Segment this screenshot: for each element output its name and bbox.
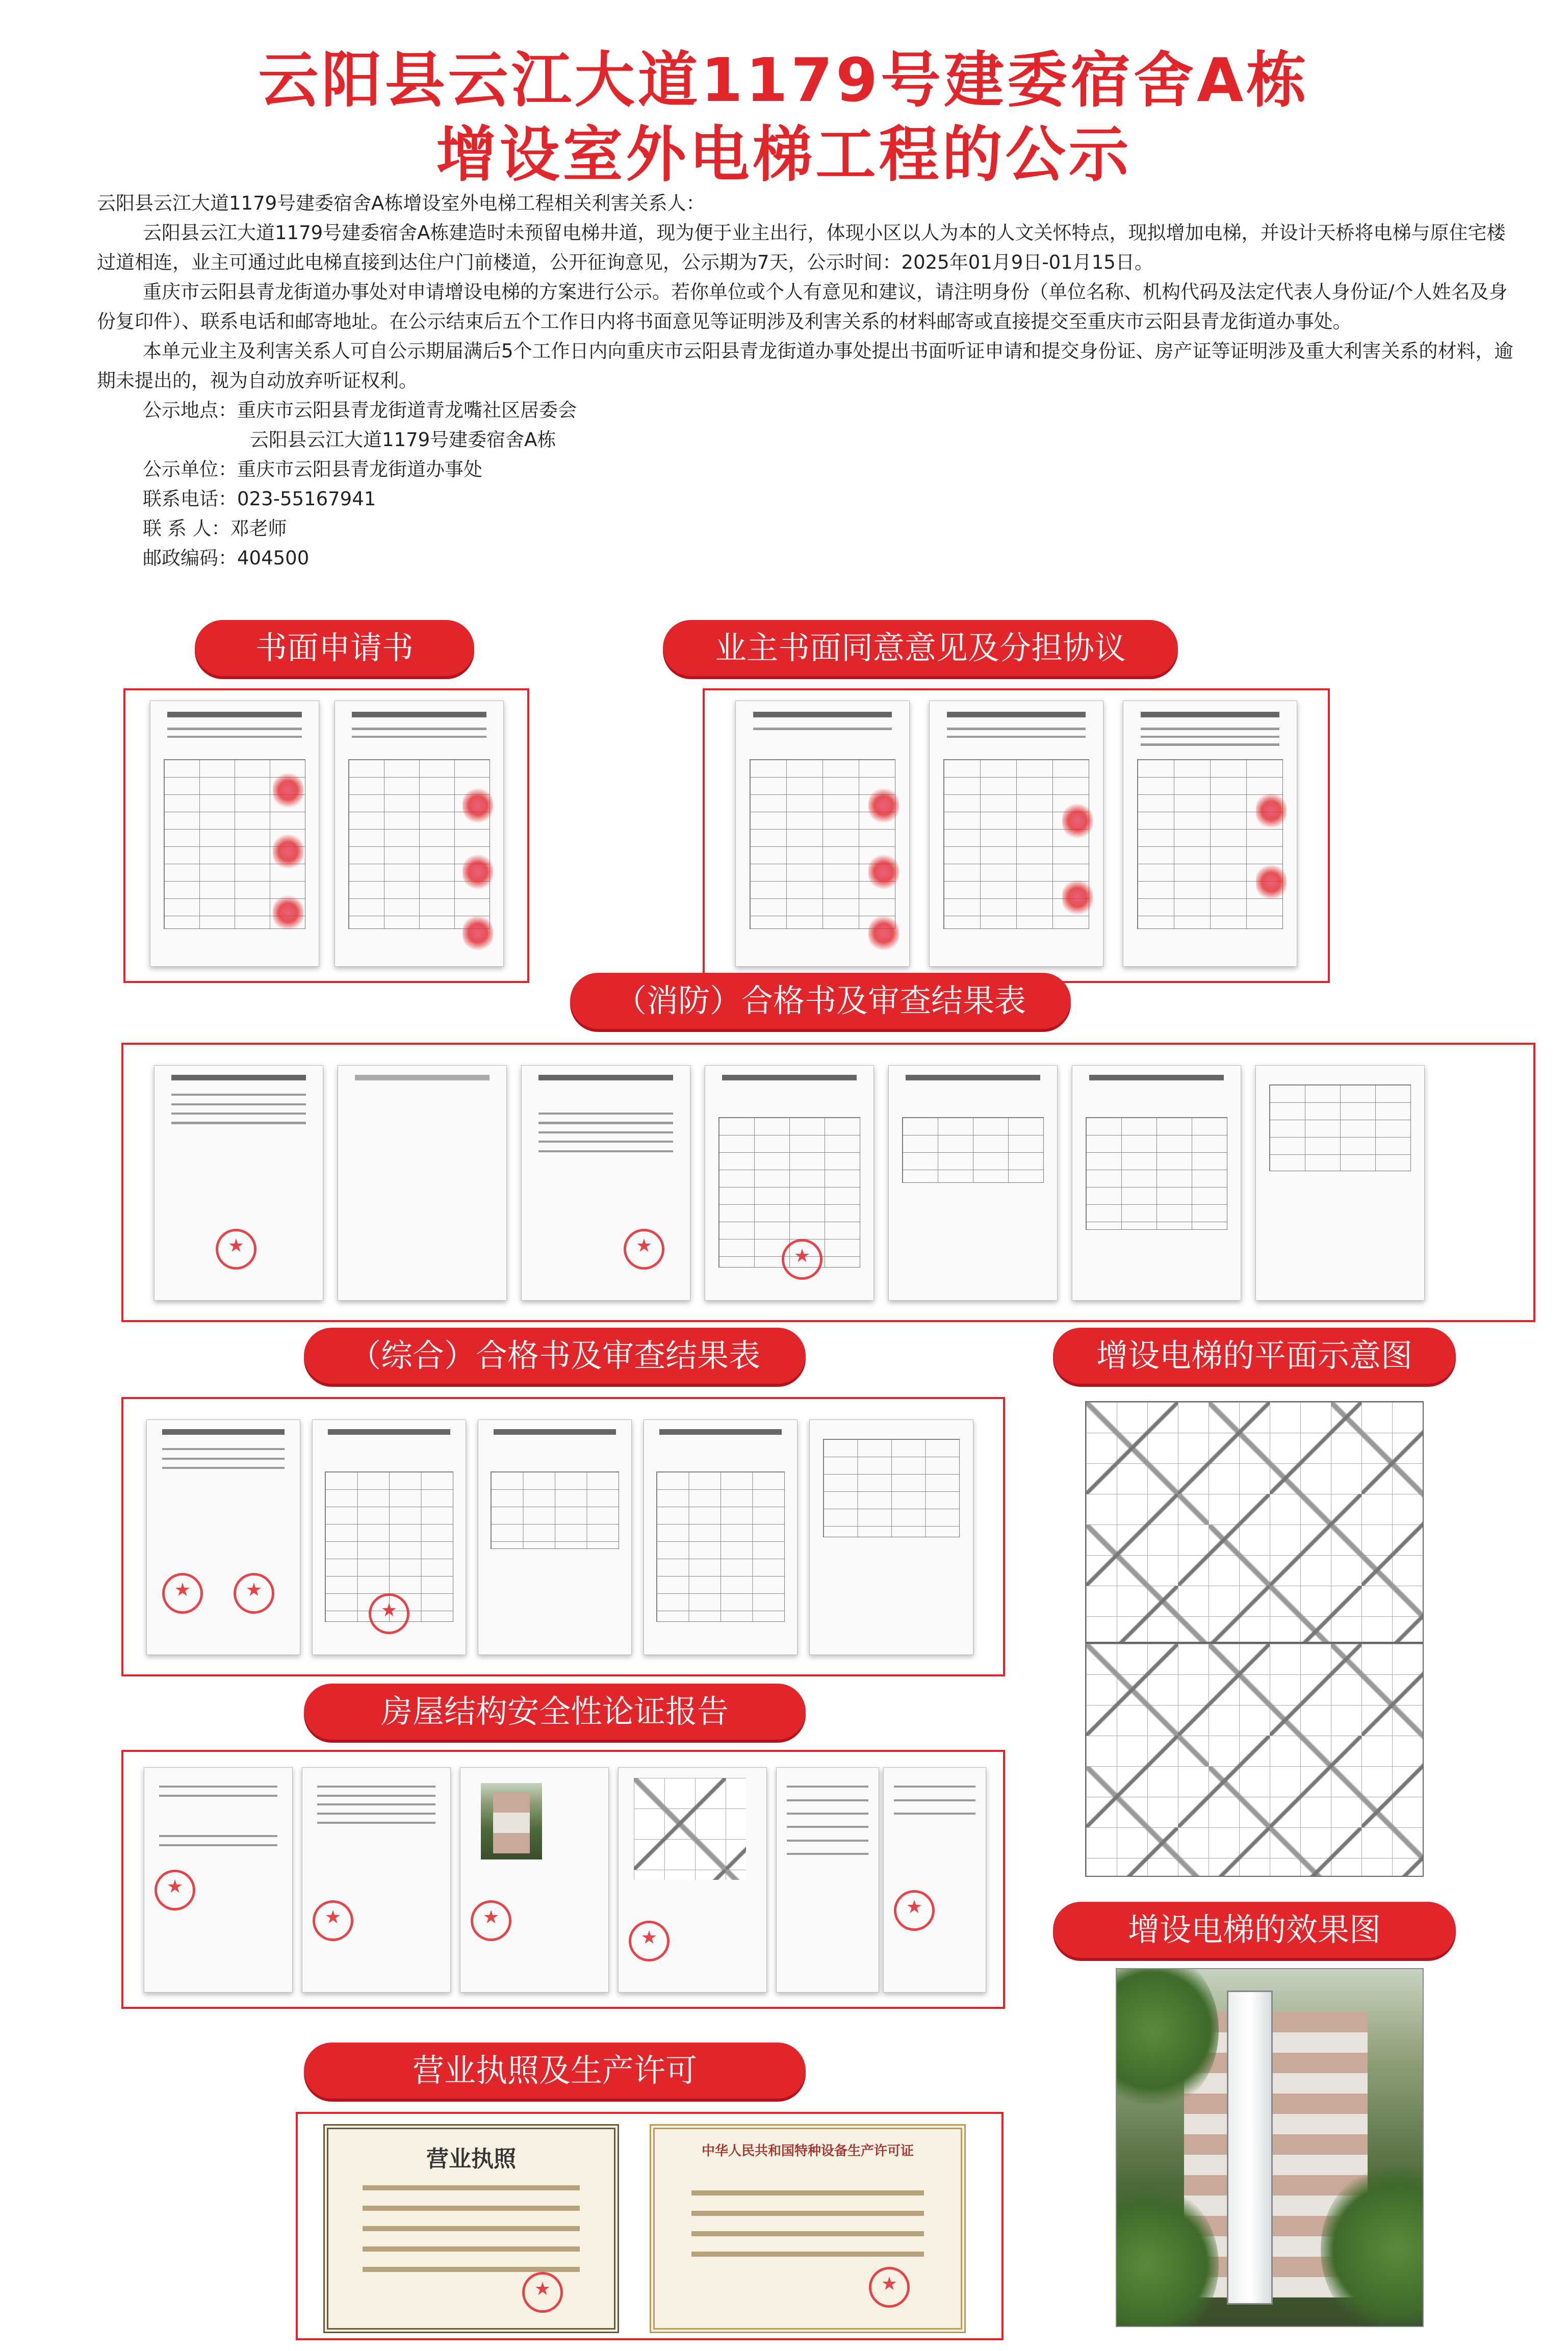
notice-unit xyxy=(97,455,1514,484)
structure-docs-frame xyxy=(121,1750,1005,2009)
section-general-pill: （综合）合格书及审查结果表 xyxy=(304,1328,806,1384)
structure-photo-doc xyxy=(460,1767,609,1993)
place-label: 公示地点： xyxy=(143,399,237,421)
notice-contact xyxy=(97,514,1514,544)
fire-certificate-doc xyxy=(154,1065,323,1301)
application-docs-frame xyxy=(123,688,529,983)
floor-plan-2 xyxy=(1085,1643,1424,1877)
postcode-label: 邮政编码： xyxy=(143,547,237,569)
fire-doc-6 xyxy=(1072,1065,1241,1301)
notice-postcode xyxy=(97,544,1514,573)
business-license-title: 营业执照 xyxy=(426,2146,516,2172)
place-value-1: 重庆市云阳县青龙街道青龙嘴社区居委会 xyxy=(237,399,577,421)
phone-value: 023-55167941 xyxy=(237,488,376,510)
general-doc-5 xyxy=(809,1419,973,1655)
section-application-pill: 书面申请书 xyxy=(195,620,474,676)
contact-label: 联 系 人： xyxy=(143,518,230,539)
section-render-pill: 增设电梯的效果图 xyxy=(1053,1902,1456,1958)
elevator-rendering xyxy=(1116,1968,1424,2327)
unit-value: 重庆市云阳县青龙街道办事处 xyxy=(237,458,482,480)
fire-docs-frame xyxy=(121,1043,1535,1322)
notice-salutation: 云阳县云江大道1179号建委宿舍A栋增设室外电梯工程相关利害关系人： xyxy=(97,192,705,214)
fire-doc-7 xyxy=(1255,1065,1425,1301)
application-letter-doc xyxy=(150,701,319,967)
general-doc-2 xyxy=(312,1419,466,1655)
structure-doc-6 xyxy=(883,1767,986,1993)
owner-consent-docs-frame xyxy=(703,688,1330,983)
fire-doc-5 xyxy=(888,1065,1058,1301)
page-title-line2: 增设室外电梯工程的公示 xyxy=(436,119,1132,190)
owner-opinion-doc xyxy=(735,701,910,967)
unit-label: 公示单位： xyxy=(143,458,237,480)
production-license-doc xyxy=(650,2124,966,2333)
structure-cover-doc xyxy=(144,1767,293,1993)
notice-paragraph-1: 云阳县云江大道1179号建委宿舍A栋建造时未预留电梯井道，现为便于业主出行，体现小区以人为本的人文关怀特点，现拟增加电梯，并设计天桥将电梯与原住宅楼过道相连，业主可通过此电梯直接到达住户门前楼道，公开征询意见，公示期为7天，公示时间：2025年01月9日-01月15日。 xyxy=(97,222,1506,273)
fire-doc-2 xyxy=(338,1065,507,1301)
phone-label: 联系电话： xyxy=(143,488,237,510)
notice-paragraph-3: 本单元业主及利害关系人可自公示期届满后5个工作日内向重庆市云阳县青龙街道办事处提出书面听证申请和提交身份证、房产证等证明涉及重大利害关系的材料，逾期未提出的，视为自动放弃听证权利。 xyxy=(97,340,1513,392)
structure-map-doc xyxy=(618,1767,767,1993)
general-docs-frame xyxy=(121,1397,1005,1676)
authorization-letter-doc xyxy=(335,701,504,967)
general-doc-3 xyxy=(478,1419,632,1655)
cost-sharing-doc xyxy=(1123,701,1297,967)
license-docs-frame xyxy=(296,2112,1004,2340)
floor-plan-1 xyxy=(1085,1401,1424,1643)
owner-agreement-doc xyxy=(929,701,1103,967)
fire-doc-4 xyxy=(705,1065,874,1301)
section-plan-pill: 增设电梯的平面示意图 xyxy=(1053,1328,1456,1384)
general-certificate-doc xyxy=(146,1419,300,1655)
section-structure-pill: 房屋结构安全性论证报告 xyxy=(304,1684,806,1740)
section-fire-pill: （消防）合格书及审查结果表 xyxy=(570,973,1071,1029)
fire-doc-3 xyxy=(521,1065,690,1301)
notice-place-2: 云阳县云江大道1179号建委宿舍A栋 xyxy=(250,429,556,451)
section-owner-consent-pill: 业主书面同意意见及分担协议 xyxy=(663,620,1178,676)
notice-phone xyxy=(97,484,1514,514)
section-license-pill: 营业执照及生产许可 xyxy=(304,2043,806,2099)
notice-body xyxy=(97,189,1514,573)
postcode-value: 404500 xyxy=(237,547,310,569)
structure-doc-2 xyxy=(302,1767,451,1993)
contact-value: 邓老师 xyxy=(230,518,287,539)
page-title-line1: 云阳县云江大道1179号建委宿舍A栋 xyxy=(258,45,1310,115)
production-license-title: 中华人民共和国特种设备生产许可证 xyxy=(701,2143,914,2159)
general-doc-4 xyxy=(644,1419,798,1655)
notice-paragraph-2: 重庆市云阳县青龙街道办事处对申请增设电梯的方案进行公示。若你单位或个人有意见和建议，请注明身份（单位名称、机构代码及法定代表人身份证/个人姓名及身份复印件）、联系电话和邮寄地址。在公示结束后五个工作日内将书面意见等证明涉及利害关系的材料邮寄或直接提交至重庆市云阳县青龙街道办事处。 xyxy=(97,281,1508,332)
business-license-doc xyxy=(323,2124,619,2333)
structure-doc-5 xyxy=(776,1767,879,1993)
notice-place xyxy=(97,396,1514,425)
